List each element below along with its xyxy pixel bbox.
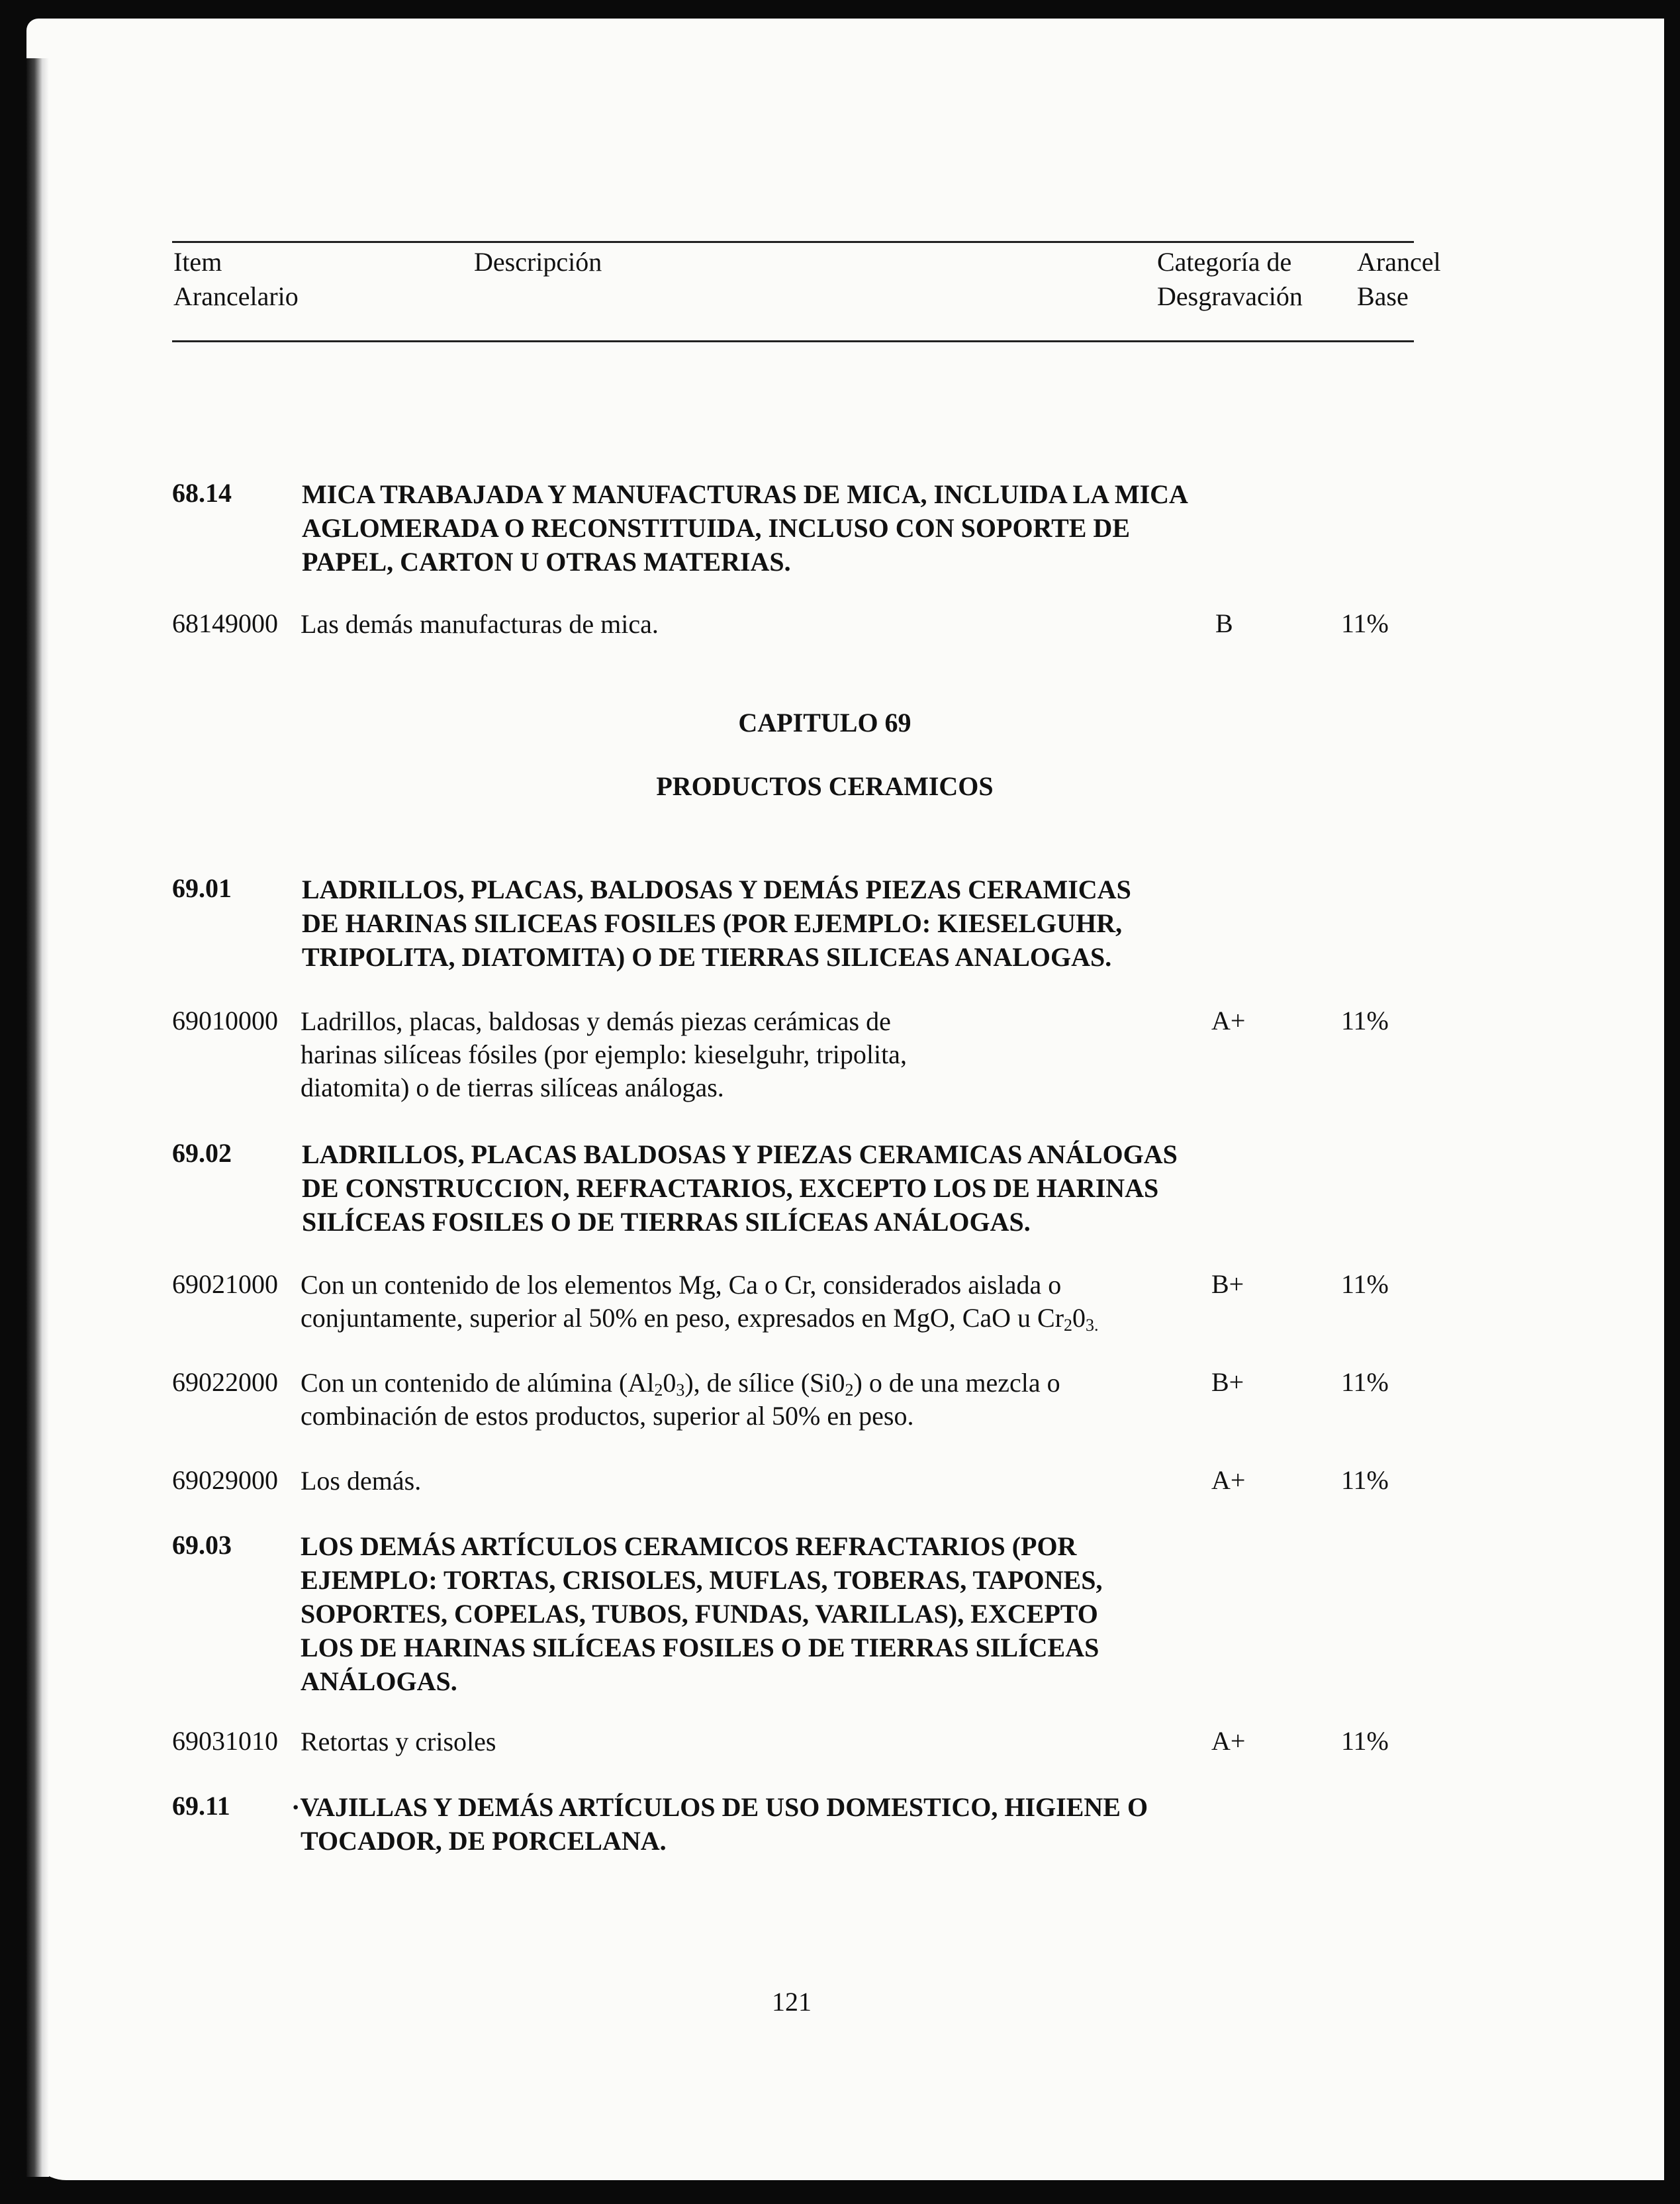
- heading-line: EJEMPLO: TORTAS, CRISOLES, MUFLAS, TOBERAS, TAPONES,: [301, 1565, 1103, 1595]
- header-category-label: Categoría de: [1157, 247, 1292, 277]
- heading-line: TRIPOLITA, DIATOMITA) O DE TIERRAS SILICEAS ANALOGAS.: [302, 942, 1112, 972]
- item-rate: 11%: [1341, 1006, 1389, 1035]
- heading-6911: [291, 1790, 1148, 1858]
- heading-line: AGLOMERADA O RECONSTITUIDA, INCLUSO CON SOPORTE DE: [302, 513, 1130, 543]
- heading-code: 69.03: [172, 1530, 232, 1560]
- description-line: Con un contenido de los elementos Mg, Ca o Cr, considerados aislada o: [301, 1270, 1062, 1300]
- item-rate: 11%: [1341, 1465, 1389, 1495]
- description-line: combinación de estos productos, superior al 50% en peso.: [301, 1401, 914, 1431]
- item-description: Retortas y crisoles: [301, 1727, 496, 1756]
- item-code: 69029000: [172, 1465, 278, 1495]
- heading-6903: [301, 1529, 1102, 1698]
- item-description: Los demás.: [301, 1466, 422, 1496]
- header-base-label: Base: [1357, 281, 1409, 311]
- header-top-rule: [172, 241, 1414, 243]
- heading-line: SOPORTES, COPELAS, TUBOS, FUNDAS, VARILLAS), EXCEPTO: [301, 1599, 1098, 1629]
- heading-line: SILÍCEAS FOSILES O DE TIERRAS SILÍCEAS ANÁLOGAS.: [302, 1207, 1031, 1237]
- item-description: [301, 1005, 907, 1104]
- item-code: 68149000: [172, 608, 278, 638]
- item-code: 69031010: [172, 1726, 278, 1756]
- chapter-subtitle: PRODUCTOS CERAMICOS: [656, 771, 994, 801]
- page-binding-edge: [26, 58, 49, 2177]
- chapter-title: CAPITULO 69: [738, 708, 911, 738]
- heading-6901: [302, 873, 1131, 974]
- header-desgravacion-label: Desgravación: [1157, 281, 1303, 311]
- heading-line: LADRILLOS, PLACAS, BALDOSAS Y DEMÁS PIEZAS CERAMICAS: [302, 875, 1131, 904]
- heading-line: DE HARINAS SILICEAS FOSILES (POR EJEMPLO: KIESELGUHR,: [302, 908, 1123, 938]
- item-code: 69022000: [172, 1367, 278, 1397]
- item-category: B+: [1211, 1269, 1244, 1299]
- item-category: B: [1215, 608, 1233, 638]
- header-arancel-label: Arancel: [1357, 247, 1441, 277]
- heading-code: 69.01: [172, 873, 232, 903]
- heading-6902: [302, 1137, 1178, 1239]
- header-description: Descripción: [474, 247, 602, 277]
- page-number: 121: [772, 1987, 812, 2017]
- item-description: [301, 1269, 1099, 1335]
- description-line: harinas silíceas fósiles (por ejemplo: kieselguhr, tripolita,: [301, 1039, 907, 1069]
- heading-line: LOS DEMÁS ARTÍCULOS CERAMICOS REFRACTARIOS (POR: [301, 1531, 1077, 1561]
- heading-line: DE CONSTRUCCION, REFRACTARIOS, EXCEPTO LOS DE HARINAS: [302, 1173, 1159, 1203]
- header-item-col: [173, 245, 299, 314]
- heading-code: 69.02: [172, 1138, 232, 1168]
- heading-line: PAPEL, CARTON U OTRAS MATERIAS.: [302, 547, 791, 577]
- heading-line: LADRILLOS, PLACAS BALDOSAS Y PIEZAS CERAMICAS ANÁLOGAS: [302, 1139, 1178, 1169]
- item-rate: 11%: [1341, 608, 1389, 638]
- header-bottom-rule: [172, 340, 1414, 342]
- heading-code: 68.14: [172, 478, 232, 508]
- item-description: Las demás manufacturas de mica.: [301, 609, 659, 639]
- item-category: A+: [1211, 1726, 1246, 1756]
- header-arancelario-label: Arancelario: [173, 281, 299, 311]
- description-line: conjuntamente, superior al 50% en peso, expresados en MgO, CaO u $Cr_20_{3.}$: [301, 1303, 1099, 1335]
- item-code: 69010000: [172, 1006, 278, 1035]
- heading-line: LOS DE HARINAS SILÍCEAS FOSILES O DE TIERRAS SILÍCEAS: [301, 1633, 1099, 1662]
- item-description: [301, 1366, 1060, 1433]
- item-category: B+: [1211, 1367, 1244, 1397]
- description-line: Con un contenido de alúmina $(Al_20_3)$, de sílice $(Si0_2)$ o de una mezcla o: [301, 1368, 1060, 1400]
- heading-line: MICA TRABAJADA Y MANUFACTURAS DE MICA, INCLUIDA LA MICA: [302, 479, 1188, 509]
- item-rate: 11%: [1341, 1269, 1389, 1299]
- item-category: A+: [1211, 1465, 1246, 1495]
- item-rate: 11%: [1341, 1726, 1389, 1756]
- document-page: [26, 19, 1664, 2180]
- description-line: Ladrillos, placas, baldosas y demás piezas cerámicas de: [301, 1006, 891, 1036]
- header-category-col: [1157, 245, 1303, 314]
- heading-line: TOCADOR, DE PORCELANA.: [301, 1826, 667, 1856]
- header-item-label: Item: [173, 247, 222, 277]
- heading-line: ANÁLOGAS.: [301, 1666, 457, 1696]
- heading-code: 69.11: [172, 1791, 230, 1821]
- heading-6814: [302, 477, 1188, 579]
- item-category: A+: [1211, 1006, 1246, 1035]
- item-code: 69021000: [172, 1269, 278, 1299]
- item-rate: 11%: [1341, 1367, 1389, 1397]
- description-line: diatomita) o de tierras silíceas análogas.: [301, 1073, 724, 1102]
- header-arancel-col: [1357, 245, 1441, 314]
- heading-line: ·VAJILLAS Y DEMÁS ARTÍCULOS DE USO DOMESTICO, HIGIENE O: [291, 1792, 1148, 1822]
